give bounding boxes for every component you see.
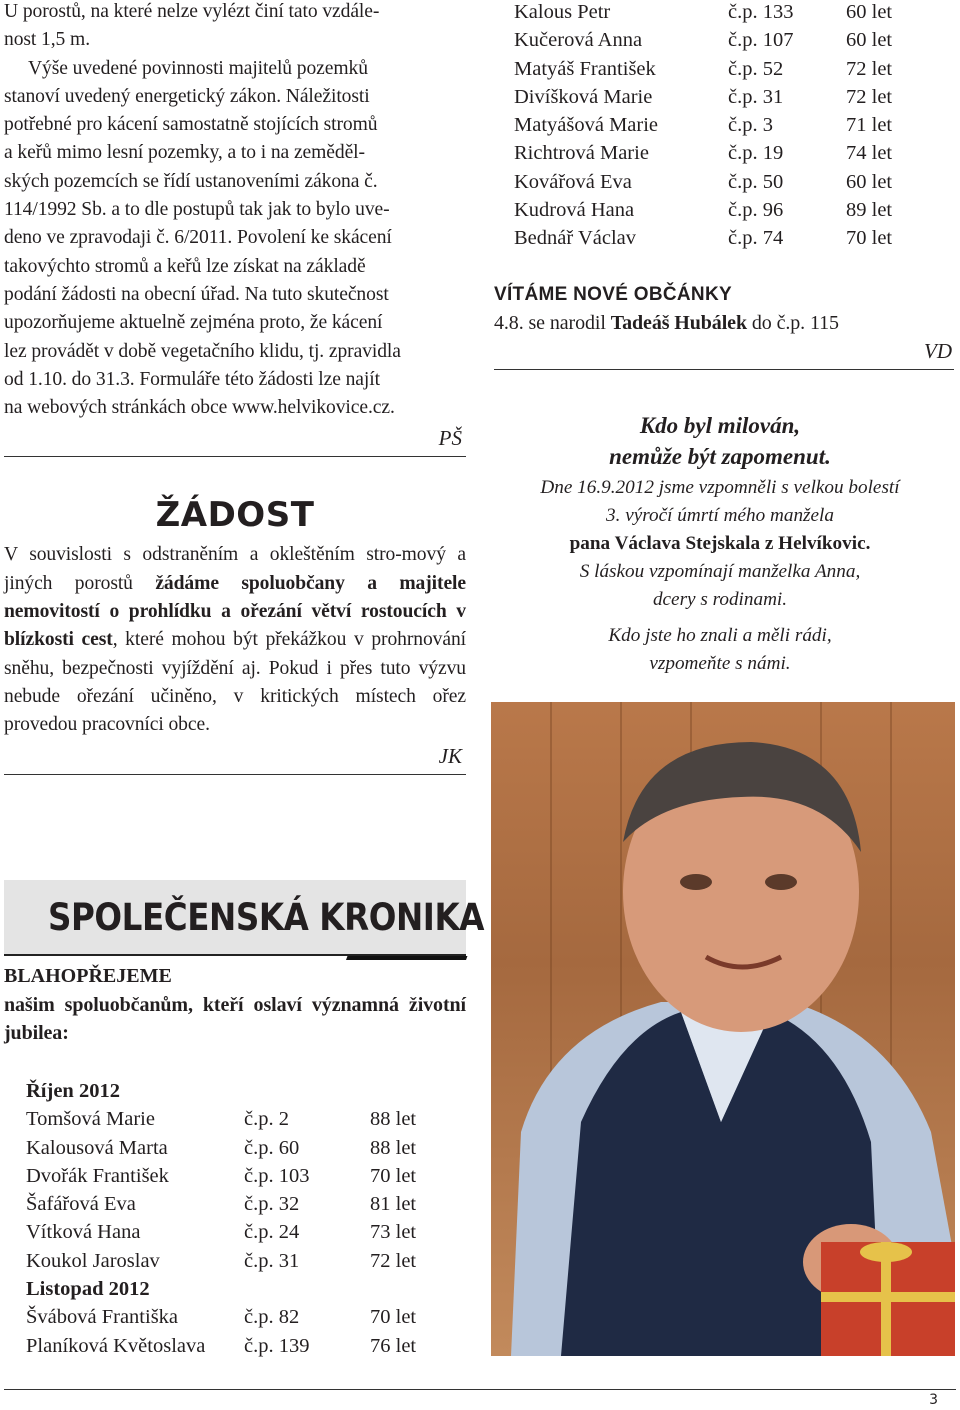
birth-notice <box>494 309 956 337</box>
congrats-section <box>4 962 466 1048</box>
baby-name: Tadeáš Hubálek <box>610 311 747 334</box>
article-line: Výše uvedené povinnosti majitelů pozemků <box>28 57 368 79</box>
month-row-november <box>26 1275 450 1303</box>
congrats-text-line: našim spoluobčanům, kteří oslaví významná životní jubilea: <box>4 994 466 1045</box>
house-number: č.p. 133 <box>728 1 794 23</box>
article-line: potřebné pro kácení samostatně stojících stromů <box>4 114 378 136</box>
table-row <box>514 26 936 54</box>
zadost-heading: ŽÁDOST <box>155 495 315 536</box>
person-name: Matyášová Marie <box>514 114 659 137</box>
house-number: č.p. 24 <box>244 1221 300 1244</box>
person-name: Kučerová Anna <box>514 29 643 52</box>
age: 70 let <box>846 227 893 250</box>
month-row-october <box>26 1077 450 1105</box>
person-name: Tomšová Marie <box>26 1108 155 1131</box>
house-number: č.p. 74 <box>728 227 784 250</box>
age: 60 let <box>846 1 893 23</box>
age: 89 let <box>846 199 893 222</box>
memorial-name: pana Václava Stejskala z Helvíkovic. <box>569 532 871 554</box>
birth-pre: 4.8. se narodil <box>494 311 611 334</box>
table-row <box>26 1134 450 1162</box>
age: 74 let <box>846 142 893 165</box>
signature-vd: VD <box>924 338 952 363</box>
jubilee-table <box>26 1077 450 1360</box>
memorial-notice <box>494 410 956 678</box>
age: 88 let <box>370 1108 417 1131</box>
house-number: č.p. 139 <box>244 1334 310 1357</box>
article-line: stanoví uvedený energetický zákon. Náležitosti <box>4 85 370 107</box>
month-heading: Říjen 2012 <box>26 1080 120 1102</box>
age: 76 let <box>370 1334 417 1357</box>
zadost-text-bold: žádáme spoluobčany a majitele nemovitostí o prohlídku a ořezání větví rostoucích v blízkosti cest <box>4 572 466 651</box>
article-line: od 1.10. do 31.3. Formuláře této žádosti lze najít <box>4 368 380 390</box>
age: 73 let <box>370 1221 417 1244</box>
right-column <box>494 0 956 678</box>
table-row <box>514 83 936 111</box>
jubilee-table-continued <box>514 0 936 253</box>
article-line: takovýchto stromů a keřů lze získat na základě <box>4 255 366 277</box>
jubilee-list <box>26 1077 466 1360</box>
person-name: Kalousová Marta <box>26 1136 168 1159</box>
article-line: nost 1,5 m. <box>4 29 90 51</box>
age: 72 let <box>846 85 893 108</box>
article-line: ských pozemcích se řídí ustanoveními zákona č. <box>4 170 378 192</box>
age: 70 let <box>370 1306 417 1329</box>
house-number: č.p. 52 <box>728 57 784 80</box>
article-line: deno ve zpravodaji č. 6/2011. Povolení ke skácení <box>4 227 392 249</box>
house-number: č.p. 2 <box>244 1108 289 1131</box>
article-line: a keřů mimo lesní pozemky, a to i na zeměděl- <box>4 142 365 164</box>
memorial-quote-2: nemůže být zapomenut. <box>609 443 831 469</box>
divider <box>4 456 466 457</box>
age: 72 let <box>370 1249 417 1272</box>
house-number: č.p. 32 <box>244 1193 300 1216</box>
age: 81 let <box>370 1193 417 1216</box>
kronika-heading: SPOLEČENSKÁ KRONIKA <box>48 896 485 939</box>
house-number: č.p. 96 <box>728 199 784 222</box>
portrait-illustration <box>491 702 955 1356</box>
article-line: podání žádosti na obecní úřad. Na tuto skutečnost <box>4 283 389 305</box>
article-line: na webových stránkách obce www.helvikovice.cz. <box>4 397 395 419</box>
person-name: Koukol Jaroslav <box>26 1249 160 1272</box>
article-line: U porostů, na které nelze vylézt činí tato vzdále- <box>4 1 380 22</box>
memorial-line: Kdo jste ho znali a měli rádi, <box>608 624 832 646</box>
table-row <box>26 1332 450 1360</box>
person-name: Richtrová Marie <box>514 142 649 165</box>
memorial-line: 3. výročí úmrtí mého manžela <box>606 504 834 526</box>
table-row <box>26 1303 450 1331</box>
table-row <box>26 1190 450 1218</box>
left-column <box>4 0 466 775</box>
person-name: Planíková Květoslava <box>26 1334 206 1357</box>
table-row <box>514 196 936 224</box>
table-row <box>514 111 936 139</box>
age: 60 let <box>846 170 893 193</box>
article-line: 114/1992 Sb. a to dle postupů tak jak to bylo uve- <box>4 199 390 221</box>
person-name: Kudrová Hana <box>514 199 635 222</box>
age: 70 let <box>370 1164 417 1187</box>
house-number: č.p. 60 <box>244 1136 300 1159</box>
zadost-text <box>4 541 466 739</box>
age: 72 let <box>846 57 893 80</box>
table-row <box>26 1218 450 1246</box>
house-number: č.p. 50 <box>728 170 784 193</box>
age: 60 let <box>846 29 893 52</box>
zadost-text-c: , které mohou být překážkou v prohrnování sněhu, bezpečnosti vyjíždění aj. Pokud i přes tuto výzvu nebude ořezání učiněno, v kritických místech ořez provedou pracovníci obce. <box>4 629 466 736</box>
age: 88 let <box>370 1136 417 1159</box>
table-row <box>514 0 936 26</box>
memorial-line: Dne 16.9.2012 jsme vzpomněli s velkou bolestí <box>540 476 900 498</box>
table-row <box>514 224 936 252</box>
person-name: Dvořák František <box>26 1164 169 1187</box>
divider <box>4 774 466 775</box>
memorial-line: S láskou vzpomínají manželka Anna, <box>579 560 861 582</box>
signature-jk: JK <box>438 743 462 768</box>
person-name: Šafářová Eva <box>26 1193 136 1216</box>
kronika-banner <box>4 880 485 956</box>
new-citizens-heading: VÍTÁME NOVÉ OBČÁNKY <box>494 283 732 305</box>
memorial-photo <box>491 702 955 1356</box>
article-line: lez provádět v době vegetačního klidu, tj. zpravidla <box>4 340 401 362</box>
table-row <box>514 55 936 83</box>
person-name: Švábová Františka <box>26 1306 179 1329</box>
person-name: Kovářová Eva <box>514 170 632 193</box>
house-number: č.p. 3 <box>728 114 773 137</box>
birth-post: do č.p. 115 <box>746 311 839 334</box>
memorial-quote-1: Kdo byl milován, <box>639 412 801 438</box>
signature-ps: PŠ <box>438 426 462 451</box>
divider <box>494 369 954 370</box>
person-name: Kalous Petr <box>514 1 611 23</box>
person-name: Divíšková Marie <box>514 85 653 108</box>
table-row <box>26 1105 450 1133</box>
person-name: Vítková Hana <box>26 1221 141 1244</box>
congrats-heading: BLAHOPŘEJEME <box>4 965 172 987</box>
article-trees <box>4 0 466 422</box>
person-name: Bednář Václav <box>514 227 636 250</box>
table-row <box>26 1247 450 1275</box>
table-row <box>514 139 936 167</box>
house-number: č.p. 19 <box>728 142 784 165</box>
congrats-text <box>4 991 466 1048</box>
page-number: 3 <box>929 1392 938 1408</box>
table-row <box>514 168 936 196</box>
house-number: č.p. 82 <box>244 1306 300 1329</box>
house-number: č.p. 107 <box>728 29 794 52</box>
age: 71 let <box>846 114 893 137</box>
house-number: č.p. 31 <box>244 1249 300 1272</box>
memorial-line: dcery s rodinami. <box>652 588 788 610</box>
footer-rule <box>4 1389 956 1390</box>
memorial-line: vzpomeňte s námi. <box>649 652 791 674</box>
person-name: Matyáš František <box>514 57 656 80</box>
house-number: č.p. 31 <box>728 85 784 108</box>
article-line: upozorňujeme aktuelně zejména proto, že kácení <box>4 312 383 334</box>
house-number: č.p. 103 <box>244 1164 310 1187</box>
month-heading: Listopad 2012 <box>26 1278 150 1301</box>
table-row <box>26 1162 450 1190</box>
zadost-text-a: V souvislosti s odstraněním a okleštěním stro-mový a jiných porostů <box>4 544 466 594</box>
